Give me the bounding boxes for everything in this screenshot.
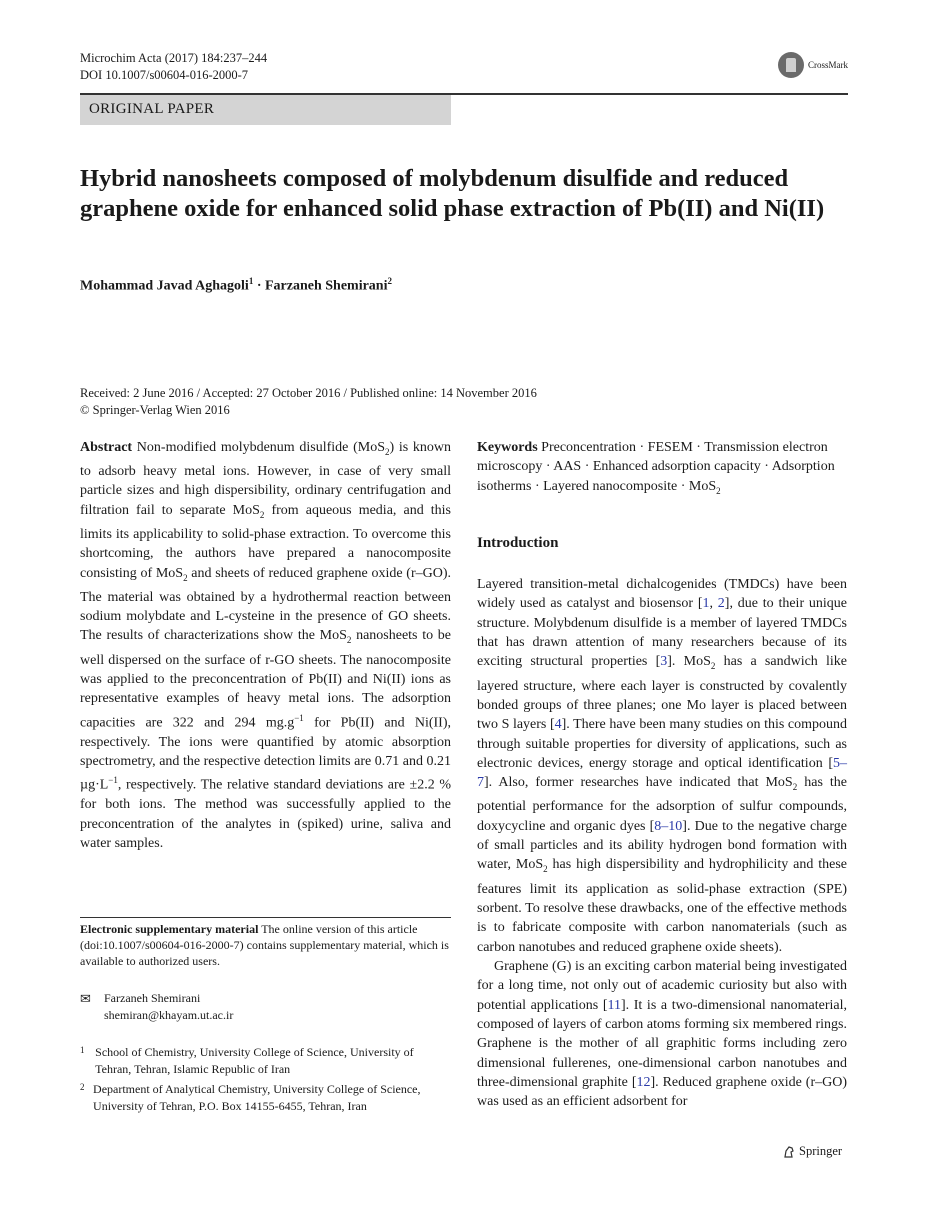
abstract-text: nanosheets to be well dispersed on the surface of r-GO sheets. The nanocomposite was applied to the preconcentration of Pb(II) and Ni(II) ions as representative examples of heavy metal ions. The adsorption capacities are 322 and 294 mg.g (80, 628, 451, 731)
abstract-text: ) is known to adsorb heavy metal ions. However, in case of very small particle sizes and high dispersibility, ordinary centrifugation and filtration fail to separate MoS (80, 440, 451, 518)
citation-link[interactable]: 8–10 (654, 818, 683, 834)
text-run: , (709, 596, 718, 612)
citation-link[interactable]: 5–7 (477, 755, 847, 791)
text-run: ]. MoS (667, 654, 711, 670)
text-run: ]. Reduced graphene oxide (r–GO) was used as an efficient adsorbent for (477, 1074, 847, 1110)
author-name[interactable]: Farzaneh Shemirani (264, 278, 388, 294)
journal-citation: Microchim Acta (2017) 184:237–244 (80, 51, 268, 65)
copyright-line: © Springer-Verlag Wien 2016 (80, 403, 230, 417)
springer-horse-icon (782, 1145, 796, 1159)
subscript: 2 (346, 635, 352, 646)
citation-link[interactable]: 1 (702, 596, 710, 612)
author-separator: · (253, 278, 265, 294)
citation-link[interactable]: 12 (636, 1074, 651, 1090)
text-run: ]. Due to the negative charge of small particles and its ability hydrogen bond formation with water, MoS (477, 818, 848, 873)
text-run: Layered transition-metal dichalcogenides (TMDCs) have been widely used as catalyst and biosensor [ (477, 577, 847, 612)
dates-line: Received: 2 June 2016 / Accepted: 27 October 2016 / Published online: 14 November 2016 (80, 386, 537, 400)
abstract-text: from aqueous media, and this limits its applicability to solid-phase extraction. To overcome this shortcoming, the authors have prepared a nanocomposite consisting of MoS (80, 502, 451, 581)
text-run: has high dispersibility and hydrophilicity and these features limit its application as solid-phase extraction (SPE) sorbent. To resolve these drawbacks, one of the effective methods is to fabricate composite with carbon nanomaterials (such as carbon nanotubes and reduced graphene oxide sheets). (477, 857, 848, 955)
text-run: ]. There have been many studies on this compound through suitable properties for diversity of applications, such as electronic devices, energy storage and optical identification [ (477, 717, 847, 771)
superscript: −1 (108, 775, 118, 786)
doi: DOI 10.1007/s00604-016-2000-7 (80, 68, 249, 82)
subscript: 2 (792, 782, 798, 793)
publication-dates (80, 385, 537, 419)
author-affiliation-marker: 2 (387, 276, 392, 286)
keywords (477, 438, 847, 501)
section-banner: ORIGINAL PAPER (80, 95, 451, 125)
journal-header (80, 50, 267, 84)
subscript: 2 (710, 661, 716, 672)
text-run: has a sandwich like layered structure, where each layer is constructed by covalently bonded groups of three planes; one Mo layer is placed between two S layers [ (477, 654, 848, 733)
esm-text: The online version of this article (doi:10.1007/s00604-016-2000-7) contains supplementary material, which is available to authorized users. (80, 922, 449, 968)
paper-title: Hybrid nanosheets composed of molybdenum disulfide and reduced graphene oxide for enhanced solid phase extraction of Pb(II) and Ni(II) (80, 165, 825, 222)
paragraph (477, 957, 847, 1112)
citation-link[interactable]: 3 (660, 654, 668, 670)
affiliation (80, 1044, 451, 1078)
citation-link[interactable]: 11 (607, 997, 621, 1013)
author-name[interactable]: Mohammad Javad Aghagoli (80, 278, 249, 294)
affiliation (80, 1081, 451, 1115)
abstract-label: Abstract (80, 440, 133, 455)
abstract-text: Non-modified molybdenum disulfide (MoS (132, 440, 385, 455)
subscript: 2 (259, 509, 265, 520)
introduction-body (477, 575, 847, 1112)
subscript: 2 (543, 864, 548, 875)
section-heading-introduction: Introduction (477, 535, 559, 551)
author-affiliation-marker: 1 (248, 276, 254, 286)
crossmark-icon (778, 52, 804, 78)
envelope-icon: ✉ (80, 991, 91, 1006)
contact-name: Farzaneh Shemirani (104, 991, 201, 1005)
text-run: Graphene (G) is an exciting carbon material being investigated for a long time, not only out of academic curiosity but also with potential applications [ (477, 958, 847, 1013)
abstract-text: and sheets of reduced graphene oxide (r–GO). The material was obtained by a hydrothermal reaction between sodium molybdate and L-cysteine in the presence of GO sheets. The results of characterizations show the MoS (80, 565, 451, 644)
corresponding-author (80, 990, 233, 1024)
affiliation-number: 1 (80, 1045, 85, 1055)
footnote-rule (80, 917, 451, 918)
author-list (80, 276, 392, 295)
keywords-label: Keywords (477, 440, 538, 455)
text-run: has the potential performance for the adsorption of sulfur compounds, doxycycline and organic dyes [ (477, 775, 848, 834)
text-run: ], due to their unique structure. Molybdenum disulfide is a member of layered TMDCs that has drawn attention of many researchers because of its exciting structural properties [ (477, 596, 847, 670)
affiliation-number: 2 (80, 1082, 85, 1092)
publisher-footer (782, 1144, 842, 1159)
crossmark-badge[interactable] (778, 52, 848, 78)
paragraph (477, 575, 847, 957)
publisher-name: Springer (799, 1144, 843, 1158)
abstract (80, 438, 451, 853)
contact-email[interactable]: shemiran@khayam.ut.ac.ir (104, 1008, 234, 1022)
superscript: −1 (294, 712, 304, 723)
subscript: 2 (716, 485, 721, 496)
supplementary-material-note (80, 921, 451, 969)
affiliation-text: Department of Analytical Chemistry, University College of Science, University of Tehran, P.O. Box 14155-6455, Tehran, Iran (93, 1082, 421, 1113)
abstract-text: for Pb(II) and Ni(II), respectively. The ions were quantified by atomic absorption spectrometry, and the respective detection limits are 0.71 and 0.21 µg·L (80, 715, 451, 793)
subscript: 2 (183, 572, 188, 583)
citation-link[interactable]: 4 (554, 717, 562, 733)
esm-label: Electronic supplementary material (80, 922, 259, 936)
abstract-text: , respectively. The relative standard deviations are ±2.2 % for both ions. The method was successfully applied to the preconcentration of the analytes in (spiked) urine, saliva and water samples. (80, 778, 451, 852)
citation-link[interactable]: 2 (717, 596, 725, 612)
affiliation-text: School of Chemistry, University College of Science, University of Tehran, Tehran, Islamic Republic of Iran (95, 1045, 414, 1076)
crossmark-label: CrossMark (808, 60, 848, 70)
text-run: ]. It is a two-dimensional nanomaterial, composed of layers of carbon atoms forming six membered rings. Graphene is the mother of all graphitic forms including zero dimensional fullerenes, one-dimensional carbon nanotubes and three-dimensional graphite [ (477, 997, 847, 1090)
text-run: ]. Also, former researches have indicated that MoS (484, 775, 793, 791)
keywords-text: Preconcentration · FESEM · Transmission electron microscopy · AAS · Enhanced adsorption capacity · Adsorption isotherms · Layered nanocomposite · MoS (477, 440, 835, 494)
subscript: 2 (384, 446, 390, 457)
